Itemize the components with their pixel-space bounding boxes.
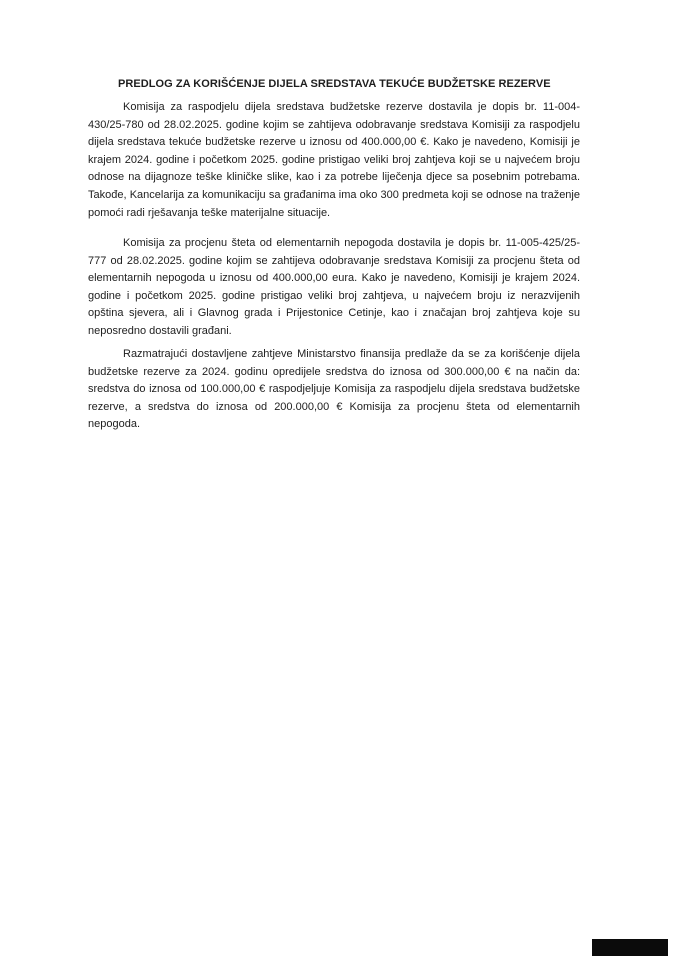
paragraph-commission-damage-assessment: Komisija za procjenu šteta od elementarnih nepogoda dostavila je dopis br. 11-005-425/25-777 od 28.02.2025. godine kojim se zahtijeva odobravanje sredstava Komisiji za procjenu šteta od elementarnih nepogoda u iznosu od 400.000,00 eura. Kako je navedeno, Komisiji je krajem 2024. godine i početkom 2025. godine pristigao veliki broj zahtjeva, u najvećem broju iz nerazvijenih opština sjevera, ali i Glavnog grada i Prijestonice Cetinje, kao i značajan broj zahtjeva koje su neposredno dostavili građani. [88,237,580,337]
redaction-bar [592,939,668,956]
paragraph-commission-allocation: Komisija za raspodjelu dijela sredstava budžetske rezerve dostavila je dopis br. 11-004-430/25-780 od 28.02.2025. godine kojim se zahtijeva odobravanje sredstava Komisiji za raspodjelu dijela sredstava tekuće budžetske rezerve u iznosu od 400.000,00 €. Kako je navedeno, Komisiji je krajem 2024. godine i početkom 2025. godine pristigao veliki broj zahtjeva koji se u najvećem broju odnose na dijagnoze teške kliničke slike, kao i za potrebe liječenja djece sa posebnim potrebama. Takođe, Kancelarija za komunikaciju sa građanima ima oko 300 predmeta koji se odnose na traženje pomoći radi rješavanja teške materijalne situacije. [88,101,580,219]
document-title: PREDLOG ZA KORIŠĆENJE DIJELA SREDSTAVA TEKUĆE BUDŽETSKE REZERVE [118,78,551,90]
paragraph-ministry-proposal: Razmatrajući dostavljene zahtjeve Ministarstvo finansija predlaže da se za korišćenje dijela budžetske rezerve za 2024. godinu opredijele sredstva do iznosa od 300.000,00 € na način da: sredstva do iznosa od 100.000,00 € raspodjeljuje Komisija za raspodjelu dijela sredstava budžetske rezerve, a sredstva do iznosa od 200.000,00 € Komisija za procjenu šteta od elementarnih nepogoda. [88,348,580,431]
